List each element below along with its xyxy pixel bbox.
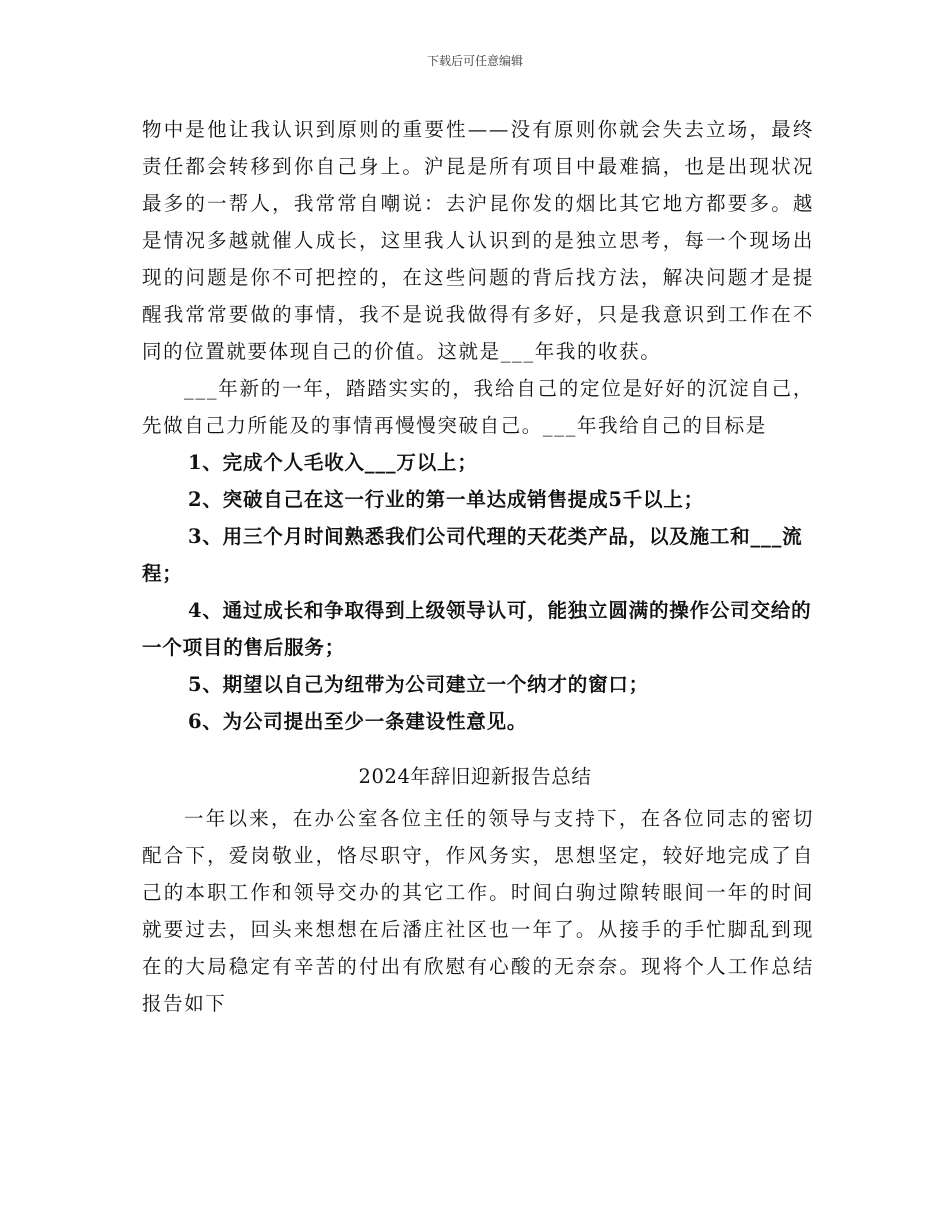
body-paragraph-2: ___年新的一年，踏踏实实的，我给自己的定位是好好的沉淀自己，先做自己力所能及的事情再慢慢突破自己。___年我给自己的目标是 <box>142 377 814 437</box>
goal-item-3: 3、用三个月时间熟悉我们公司代理的天花类产品，以及施工和___流程； <box>142 525 803 585</box>
body-paragraph-1: 物中是他让我认识到原则的重要性——没有原则你就会失去立场，最终责任都会转移到你自己身上。沪昆是所有项目中最难搞，也是出现状况最多的一帮人，我常常自嘲说：去沪昆你发的烟比其它地方都要多。越是情况多越就催人成长，这里我人认识到的是独立思考，每一个现场出现的问题是你不可把控的，在这些问题的背后找方法，解决问题才是提醒我常常要做的事情，我不是说我做得有多好，只是我意识到工作在不同的位置就要体现自己的价值。这就是___年我的收获。 <box>142 118 814 363</box>
goal-item-1: 1、完成个人毛收入___万以上； <box>188 451 478 474</box>
section-title: 2024年辞旧迎新报告总结 <box>358 765 592 788</box>
goal-item-2: 2、突破自己在这一行业的第一单达成销售提成5千以上； <box>188 488 704 511</box>
page-header: 下载后可任意编辑 <box>426 54 523 68</box>
goal-item-6: 6、为公司提出至少一条建设性意见。 <box>188 710 528 733</box>
goal-item-4: 4、通过成长和争取得到上级领导认可，能独立圆满的操作公司交给的一个项目的售后服务； <box>142 599 812 659</box>
body-paragraph-3: 一年以来，在办公室各位主任的领导与支持下，在各位同志的密切配合下，爱岗敬业，恪尽职守，作风务实，思想坚定，较好地完成了自己的本职工作和领导交办的其它工作。时间白驹过隙转眼间一年的时间就要过去，回头来想想在后潘庄社区也一年了。从接手的手忙脚乱到现在的大局稳定有辛苦的付出有欣慰有心酸的无奈奈。现将个人工作总结报告如下 <box>142 807 814 1015</box>
goal-item-5: 5、期望以自己为纽带为公司建立一个纳才的窗口； <box>188 673 649 696</box>
